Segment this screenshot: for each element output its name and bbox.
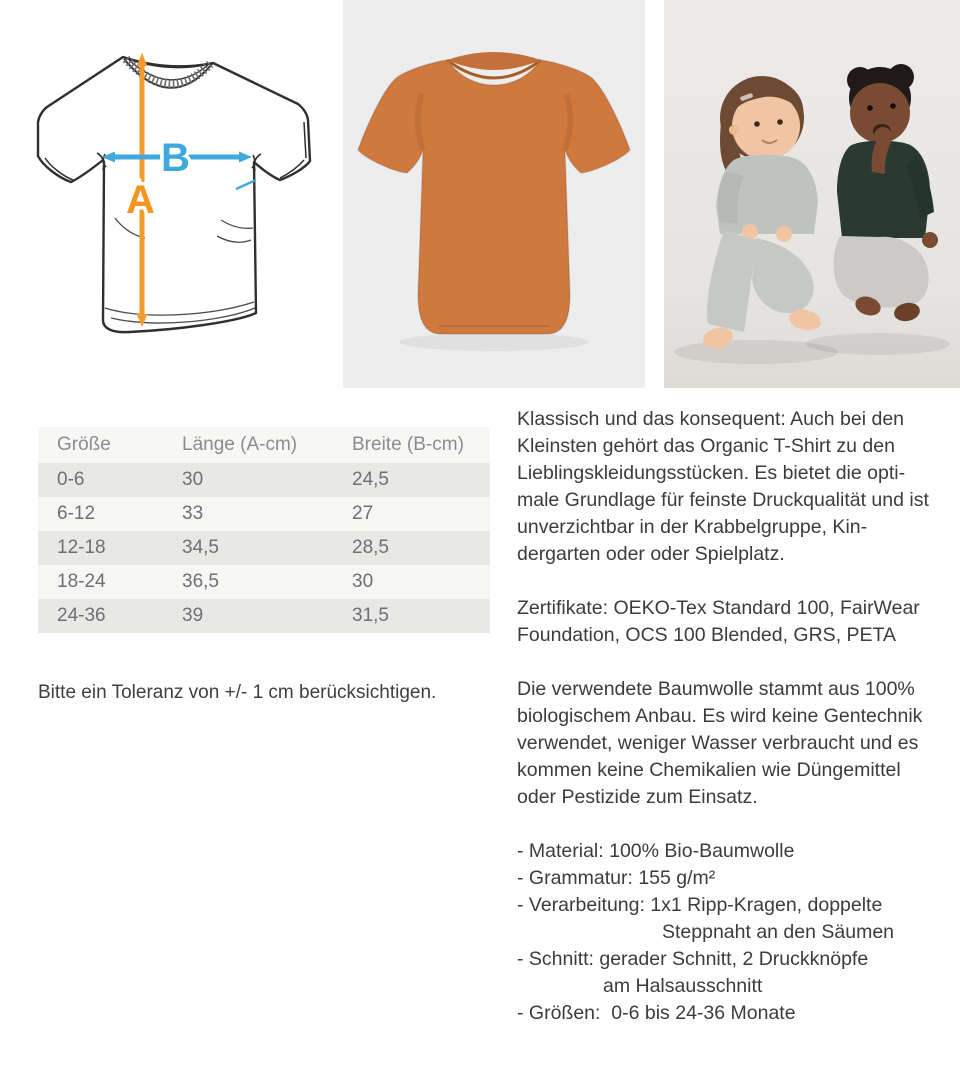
label-a: A: [126, 178, 155, 222]
table-cell: 24,5: [352, 469, 389, 490]
label-b: B: [161, 136, 190, 180]
column-header-width: Breite (B-cm): [352, 434, 464, 455]
column-header-length: Länge (A-cm): [182, 434, 298, 455]
product-description: [517, 406, 929, 1027]
column-header-size: Größe: [57, 434, 111, 455]
table-cell: 33: [182, 503, 204, 524]
description-paragraph-intro: Klassisch und das konsequent: Auch bei den Kleinsten gehört das Organic T-Shirt zu den Lieblingskleidungsstücken. Es bietet die optimale Grundlage für feinste Druckqualität und ist unverzichtbar in der Krabbelgruppe, Kindergarten oder oder Spielplatz.: [517, 408, 929, 565]
size-diagram-image[interactable]: [25, 50, 330, 335]
table-cell: 24-36: [57, 605, 106, 626]
spec-line: - Material: 100% Bio-Baumwolle: [517, 840, 795, 862]
description-paragraph-cotton: Die verwendete Baumwolle stammt aus 100% biologischem Anbau. Es wird keine Gentechnik verwendet, weniger Wasser verbraucht und es kommen keine Chemikalien wie Düngemittel oder Pestizide zum Einsatz.: [517, 678, 923, 808]
table-cell: 39: [182, 605, 204, 626]
size-table-header: [38, 427, 490, 463]
size-table: [38, 427, 490, 633]
table-row: [38, 497, 490, 531]
table-cell: 6-12: [57, 503, 96, 524]
table-cell: 27: [352, 503, 374, 524]
spec-line: - Größen: 0-6 bis 24-36 Monate: [517, 1002, 796, 1024]
table-row: [38, 463, 490, 497]
spec-line: - Schnitt: gerader Schnitt, 2 Druckknöpfe: [517, 948, 869, 970]
table-row: [38, 599, 490, 633]
spec-line: am Halsausschnitt: [603, 975, 763, 997]
spec-line: Steppnaht an den Säumen: [662, 921, 895, 943]
description-paragraph-certificates: Zertifikate: OEKO-Tex Standard 100, FairWear Foundation, OCS 100 Blended, GRS, PETA: [517, 597, 920, 646]
spec-line: - Verarbeitung: 1x1 Ripp-Kragen, doppelte: [517, 894, 883, 916]
spec-list: [517, 838, 929, 1027]
table-cell: 31,5: [352, 605, 389, 626]
orange-tshirt-image: [343, 0, 645, 388]
size-table-body: [38, 463, 490, 633]
tolerance-note: Bitte ein Toleranz von +/- 1 cm berücksichtigen.: [38, 682, 437, 703]
table-row: [38, 531, 490, 565]
lifestyle-photo-two-babies[interactable]: [664, 0, 960, 388]
table-cell: 0-6: [57, 469, 85, 490]
table-cell: 30: [352, 571, 374, 592]
table-cell: 36,5: [182, 571, 219, 592]
spec-line: - Grammatur: 155 g/m²: [517, 867, 716, 889]
table-cell: 18-24: [57, 571, 106, 592]
table-cell: 28,5: [352, 537, 389, 558]
table-cell: 12-18: [57, 537, 106, 558]
product-photo-orange-tshirt[interactable]: [343, 0, 645, 388]
table-cell: 34,5: [182, 537, 219, 558]
two-babies-image: [664, 0, 960, 388]
table-row: [38, 565, 490, 599]
tshirt-outline-drawing: [25, 50, 330, 335]
table-cell: 30: [182, 469, 204, 490]
